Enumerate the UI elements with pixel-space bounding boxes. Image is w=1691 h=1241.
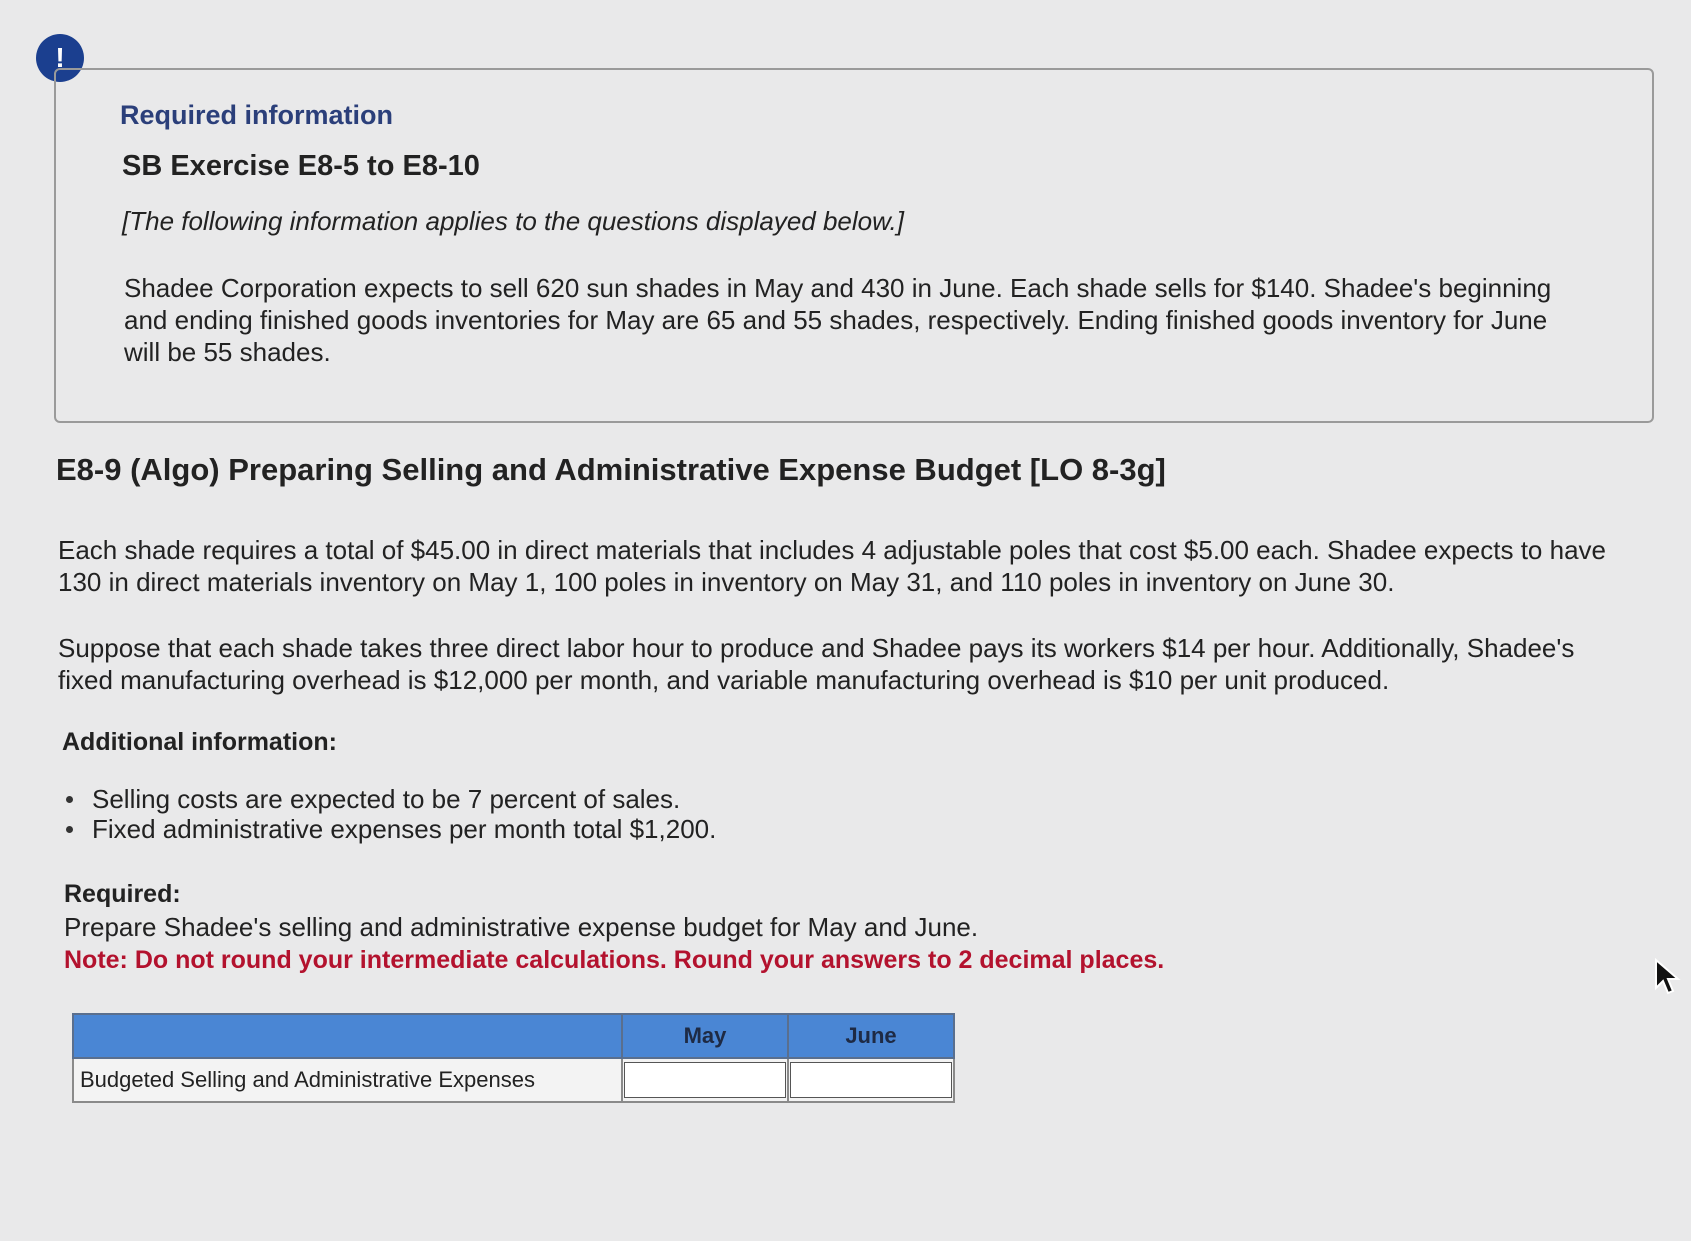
required-label: Required: xyxy=(64,880,181,908)
table-header-row xyxy=(73,1014,954,1058)
labor-overhead-paragraph: Suppose that each shade takes three direct labor hour to produce and Shadee pays its workers $14 per hour. Additionally, Shadee's fixed manufacturing overhead is $12,000 per month, and variable manufacturing overhead is $10 per unit produced. xyxy=(58,633,1575,695)
exercise-title: SB Exercise E8-5 to E8-10 xyxy=(122,150,480,182)
bullet-icon xyxy=(66,796,73,803)
required-information-heading: Required information xyxy=(120,100,394,130)
may-input[interactable] xyxy=(624,1062,786,1098)
list-item xyxy=(62,814,716,844)
mouse-pointer-icon xyxy=(1654,958,1682,996)
june-cell xyxy=(788,1058,954,1102)
list-item-text: Fixed administrative expenses per month total $1,200. xyxy=(92,814,717,844)
rounding-note: Note: Do not round your intermediate calculations. Round your answers to 2 decimal places. xyxy=(64,946,1165,974)
required-instruction: Prepare Shadee's selling and administrative expense budget for May and June. xyxy=(64,912,979,942)
additional-info-label: Additional information: xyxy=(62,728,337,756)
list-item-text: Selling costs are expected to be 7 percent of sales. xyxy=(92,784,681,814)
bullet-icon xyxy=(66,826,73,833)
header-blank xyxy=(73,1014,622,1058)
may-cell xyxy=(622,1058,788,1102)
row-label-budgeted-expenses: Budgeted Selling and Administrative Expenses xyxy=(73,1058,622,1102)
additional-info-list xyxy=(62,784,716,844)
june-input[interactable] xyxy=(790,1062,952,1098)
budget-table xyxy=(72,1013,955,1103)
problem-title: E8-9 (Algo) Preparing Selling and Administrative Expense Budget [LO 8-3g] xyxy=(56,452,1166,487)
header-may: May xyxy=(622,1014,788,1058)
header-june: June xyxy=(788,1014,954,1058)
materials-paragraph: Each shade requires a total of $45.00 in direct materials that includes 4 adjustable poles that cost $5.00 each. Shadee expects to have 130 in direct materials inventory on May 1, 100 poles in inventory on May 31, and 110 poles in inventory on June 30. xyxy=(58,535,1606,597)
scenario-paragraph: Shadee Corporation expects to sell 620 sun shades in May and 430 in June. Each shade sells for $140. Shadee's beginning and ending finished goods inventories for May are 65 and 55 shades, respectively. Ending finished goods inventory for June will be 55 shades. xyxy=(124,273,1552,367)
applies-note: [The following information applies to the questions displayed below.] xyxy=(122,206,904,236)
exclamation-icon: ! xyxy=(36,34,84,82)
table-row xyxy=(73,1058,954,1102)
list-item xyxy=(62,784,716,814)
